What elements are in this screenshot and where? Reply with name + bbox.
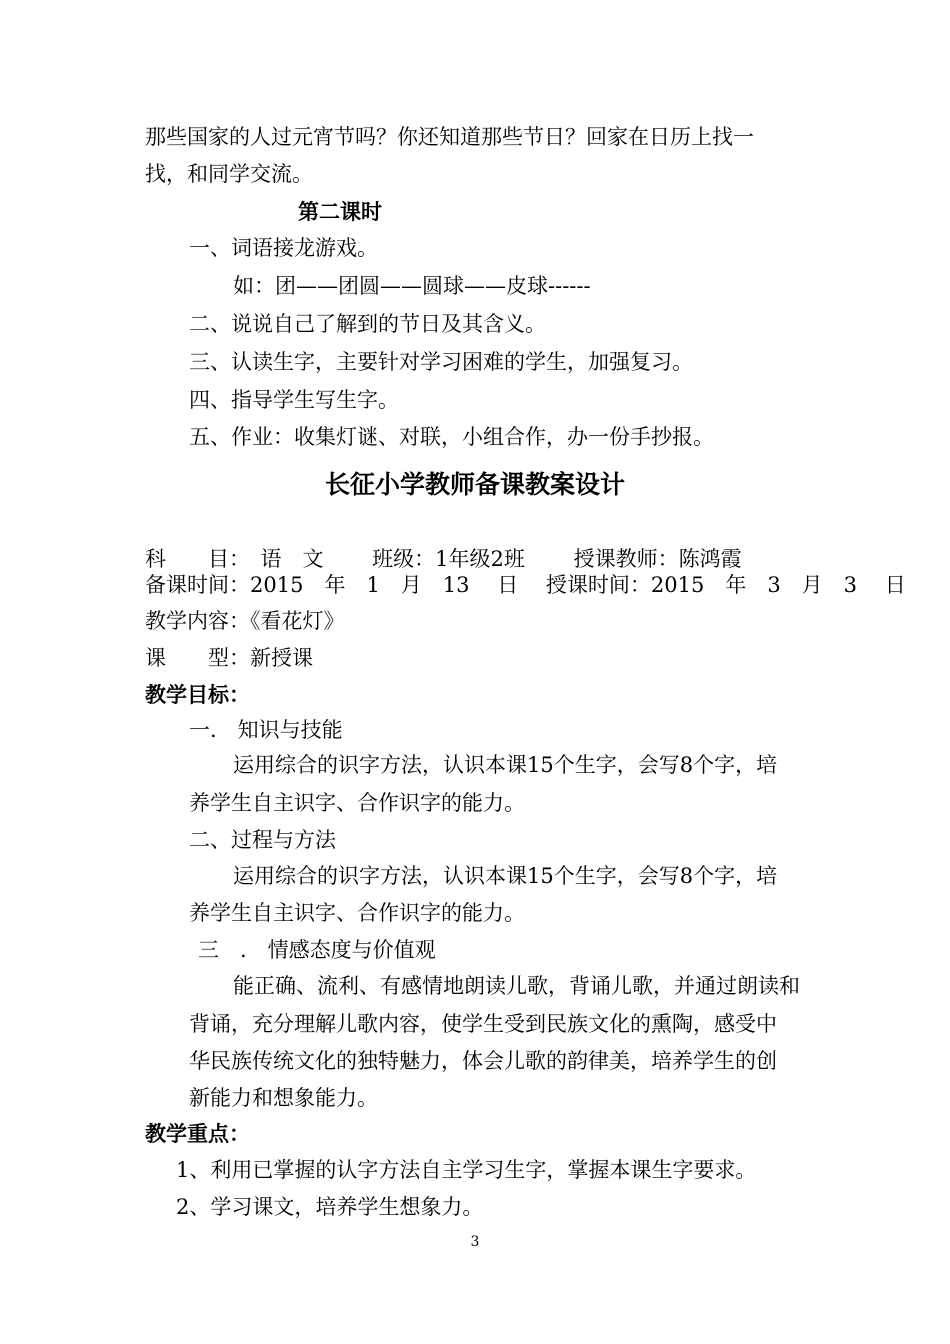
info-line-type: 课 型：新授课 bbox=[145, 646, 313, 670]
list-item: 五、作业：收集灯谜、对联，小组合作，办一份手抄报。 bbox=[189, 425, 714, 449]
list-item: 四、指导学生写生字。 bbox=[189, 388, 399, 412]
page-title: 长征小学教师备课教案设计 bbox=[324, 470, 625, 499]
sub-heading: 一. 知识与技能 bbox=[189, 718, 343, 742]
list-item: 2、学习课文，培养学生想象力。 bbox=[176, 1195, 484, 1219]
example-line: 如：团——团圆——圆球——皮球------ bbox=[233, 274, 591, 298]
page-number: 3 bbox=[470, 1234, 480, 1250]
info-line-subject: 科 目： 语 文 班级：1年级2班 授课教师：陈鸿霞 bbox=[145, 547, 742, 571]
list-item: 三、认读生字，主要针对学习困难的学生，加强复习。 bbox=[189, 350, 693, 374]
paragraph-line: 背诵，充分理解儿歌内容，使学生受到民族文化的熏陶，感受中 bbox=[189, 1012, 777, 1036]
list-item: 1、利用已掌握的认字方法自主学习生字，掌握本课生字要求。 bbox=[176, 1158, 757, 1182]
section-heading: 第二课时 bbox=[298, 199, 382, 224]
paragraph-line: 运用综合的识字方法，认识本课15个生字，会写8个字，培 bbox=[233, 864, 778, 888]
section-heading: 教学目标： bbox=[145, 682, 250, 707]
list-item: 一、词语接龙游戏。 bbox=[189, 236, 378, 260]
paragraph-line: 养学生自主识字、合作识字的能力。 bbox=[189, 791, 525, 815]
info-line-time: 备课时间：2015 年 1 月 13 日 授课时间：2015 年 3 月 3 日 bbox=[145, 573, 906, 597]
section-heading: 教学重点： bbox=[145, 1121, 250, 1146]
sub-heading: 二、过程与方法 bbox=[189, 828, 336, 852]
paragraph-line: 养学生自主识字、合作识字的能力。 bbox=[189, 901, 525, 925]
paragraph-line: 运用综合的识字方法，认识本课15个生字，会写8个字，培 bbox=[233, 753, 778, 777]
info-line-content: 教学内容：《看花灯》 bbox=[145, 609, 345, 633]
sub-heading: 三 . 情感态度与价值观 bbox=[198, 938, 436, 962]
list-item: 二、说说自己了解到的节日及其含义。 bbox=[189, 312, 546, 336]
paragraph-line: 华民族传统文化的独特魅力，体会儿歌的韵律美，培养学生的创 bbox=[189, 1049, 777, 1073]
paragraph-line: 找，和同学交流。 bbox=[145, 162, 313, 186]
paragraph-line: 能正确、流利、有感情地朗读儿歌，背诵儿歌，并通过朗读和 bbox=[233, 974, 800, 998]
paragraph-line: 新能力和想象能力。 bbox=[189, 1086, 378, 1110]
paragraph-line: 那些国家的人过元宵节吗？你还知道那些节日？回家在日历上找一 bbox=[145, 125, 754, 149]
